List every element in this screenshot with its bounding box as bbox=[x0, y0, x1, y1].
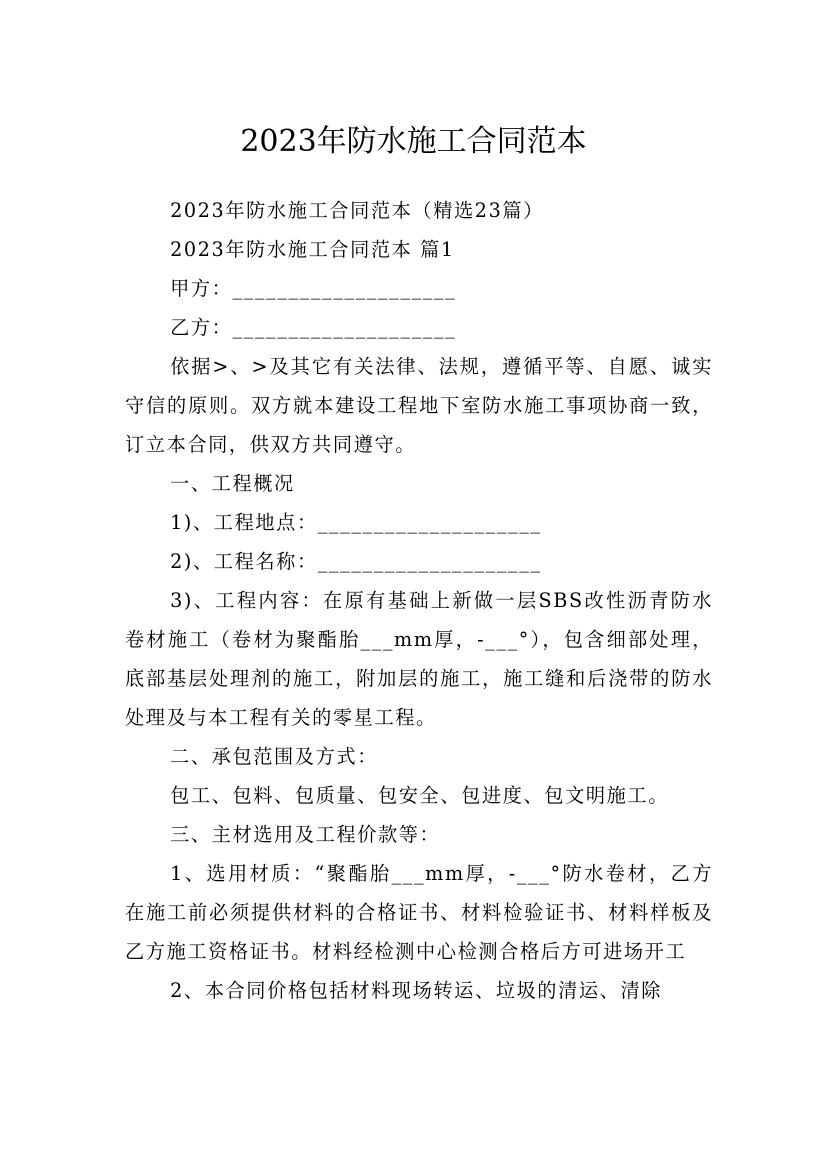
price-paragraph: 2、本合同价格包括材料现场转运、垃圾的清运、清除 bbox=[170, 979, 663, 1002]
party-a-line: 甲方：____________________ bbox=[170, 277, 457, 300]
project-content-paragraph: 3)、工程内容：在原有基础上新做一层SBS改性沥青防水卷材施工（卷材为聚酯胎___mm厚，-___°），包含细部处理，底部基层处理剂的施工，附加层的施工，施工缝和后浇带的防水处理及与本工程有关的零星工程。 bbox=[125, 589, 713, 729]
subtitle-paragraph: 2023年防水施工合同范本（精选23篇） bbox=[170, 199, 544, 222]
party-b-line: 乙方：____________________ bbox=[170, 316, 457, 339]
heading-project-overview: 一、工程概况 bbox=[170, 472, 295, 495]
document-body bbox=[125, 191, 713, 1010]
materials-paragraph: 1、选用材质：“聚酯胎___mm厚，-___°防水卷材，乙方在施工前必须提供材料的合格证书、材料检验证书、材料样板及乙方施工资格证书。材料经检测中心检测合格后方可进场开工 bbox=[125, 862, 713, 963]
project-name-line: 2)、工程名称：____________________ bbox=[170, 550, 542, 573]
heading-materials-price: 三、主材选用及工程价款等： bbox=[170, 823, 441, 846]
project-location-line: 1)、工程地点：____________________ bbox=[170, 511, 542, 534]
section-heading: 2023年防水施工合同范本 篇1 bbox=[170, 238, 455, 261]
heading-scope: 二、承包范围及方式： bbox=[170, 745, 378, 768]
preamble-paragraph: 依据>、>及其它有关法律、法规，遵循平等、自愿、诚实守信的原则。双方就本建设工程地下室防水施工事项协商一致，订立本合同，供双方共同遵守。 bbox=[125, 355, 713, 456]
document-title: 2023年防水施工合同范本 bbox=[240, 124, 587, 160]
scope-paragraph: 包工、包料、包质量、包安全、包进度、包文明施工。 bbox=[170, 784, 670, 807]
